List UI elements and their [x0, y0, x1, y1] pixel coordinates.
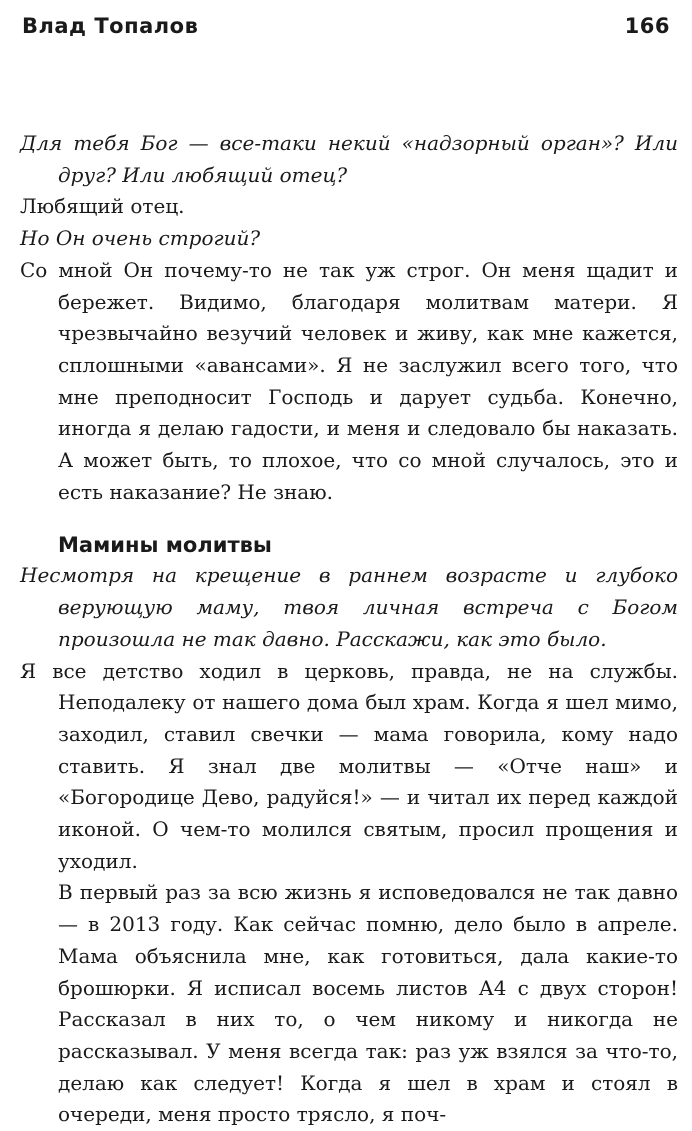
interview-question: Но Он очень строгий? [20, 226, 261, 251]
interview-answer: Любящий отец. [20, 194, 185, 219]
interview-question: Для тебя Бог — все-таки некий «надзорный орган»? Или друг? Или любящий отец? [20, 131, 678, 187]
page-content [20, 128, 678, 1131]
interview-answer: Я все детство ходил в церковь, правда, не на службы. Неподалеку от нашего дома был храм. Когда я шел мимо, заходил, ставил свечки — мама говорила, кому надо ставить. Я знал две молитвы — «Отче наш» и «Богородице Дево, радуйся!» — и читал их перед каждой иконой. О чем-то молился святым, просил прощения и уходил. [20, 658, 678, 873]
page-number: 166 [624, 14, 670, 38]
author-name: Влад Топалов [22, 14, 199, 38]
running-header [22, 14, 670, 44]
interview-answer: Со мной Он почему-то не так уж строг. Он меня щадит и бережет. Видимо, благодаря молитвам матери. Я чрезвычайно везучий человек и живу, как мне кажется, сплошными «авансами». Я не заслужил всего того, что мне преподносит Господь и дарует судьба. Конечно, иногда я делаю гадости, и меня и следовало бы наказать. А может быть, то плохое, что со мной случалось, это и есть наказание? Не знаю. [20, 257, 678, 504]
answer-continuation: В первый раз за всю жизнь я исповедовался не так давно — в 2013 году. Как сейчас помню, дело было в апреле. Мама объяснила мне, как готовиться, дала какие-то брошюрки. Я исписал восемь листов А4 с двух сторон! Рассказал в них то, о чем никому и никогда не рассказывал. У меня всегда так: раз уж взялся за что-то, делаю как следует! Когда я шел в храм и стоял в очереди, меня просто трясло, я поч- [58, 880, 678, 1127]
interview-question: Несмотря на крещение в раннем возрасте и глубоко верующую маму, твоя личная встреча с Богом произошла не так давно. Расскажи, как это было. [20, 563, 678, 651]
section-heading: Мамины молитвы [58, 533, 272, 558]
